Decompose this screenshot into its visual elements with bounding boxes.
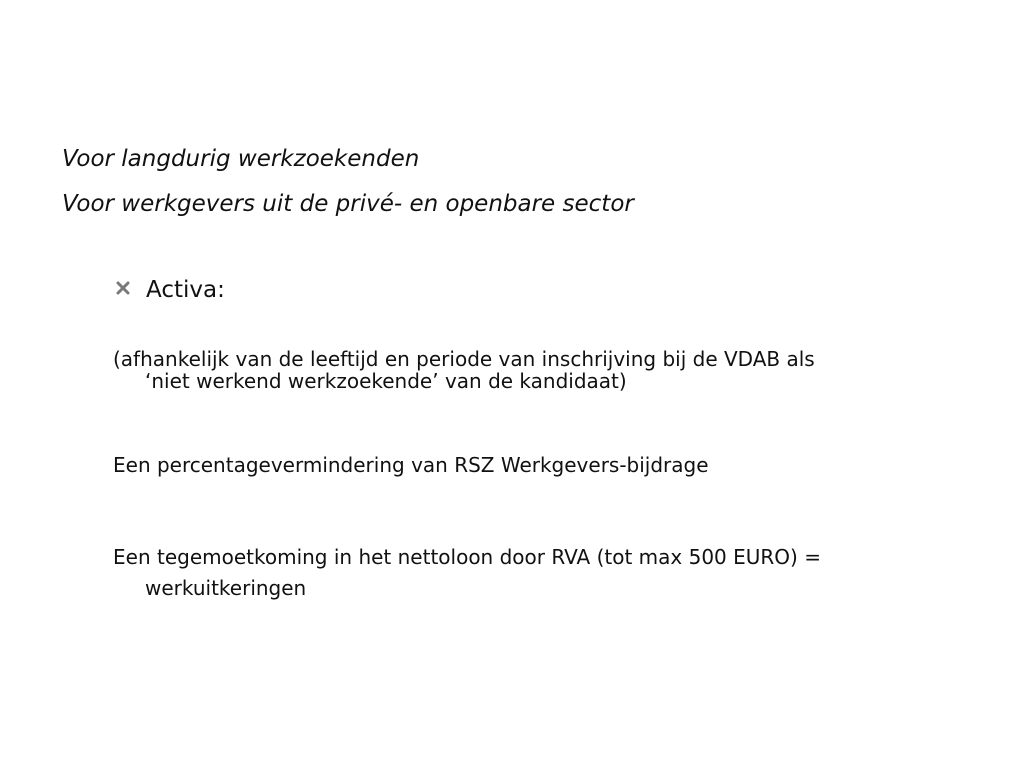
paragraph-rsz-reduction [113, 452, 953, 478]
paragraph-conditions [113, 348, 953, 392]
paragraph-wage-subsidy-line1: Een tegemoetkoming in het nettoloon door RVA (tot max 500 EURO) = [113, 545, 821, 569]
paragraph-conditions-line1: (afhankelijk van de leeftijd en periode van inschrijving bij de VDAB als [113, 347, 815, 371]
heading-line-employers: Voor werkgevers uit de privé- en openbare sector [62, 191, 634, 217]
cross-bullet-icon [114, 279, 132, 297]
bullet-label: Activa: [146, 277, 225, 303]
paragraph-wage-subsidy [113, 542, 953, 604]
paragraph-rsz-reduction-line1: Een percentagevermindering van RSZ Werkgevers-bijdrage [113, 453, 709, 477]
heading-line-target-group: Voor langdurig werkzoekenden [62, 146, 420, 172]
bullet-activa [114, 275, 225, 305]
paragraph-wage-subsidy-line2: werkuitkeringen [145, 576, 307, 600]
paragraph-conditions-line2: ‘niet werkend werkzoekende’ van de kandidaat) [145, 369, 627, 393]
